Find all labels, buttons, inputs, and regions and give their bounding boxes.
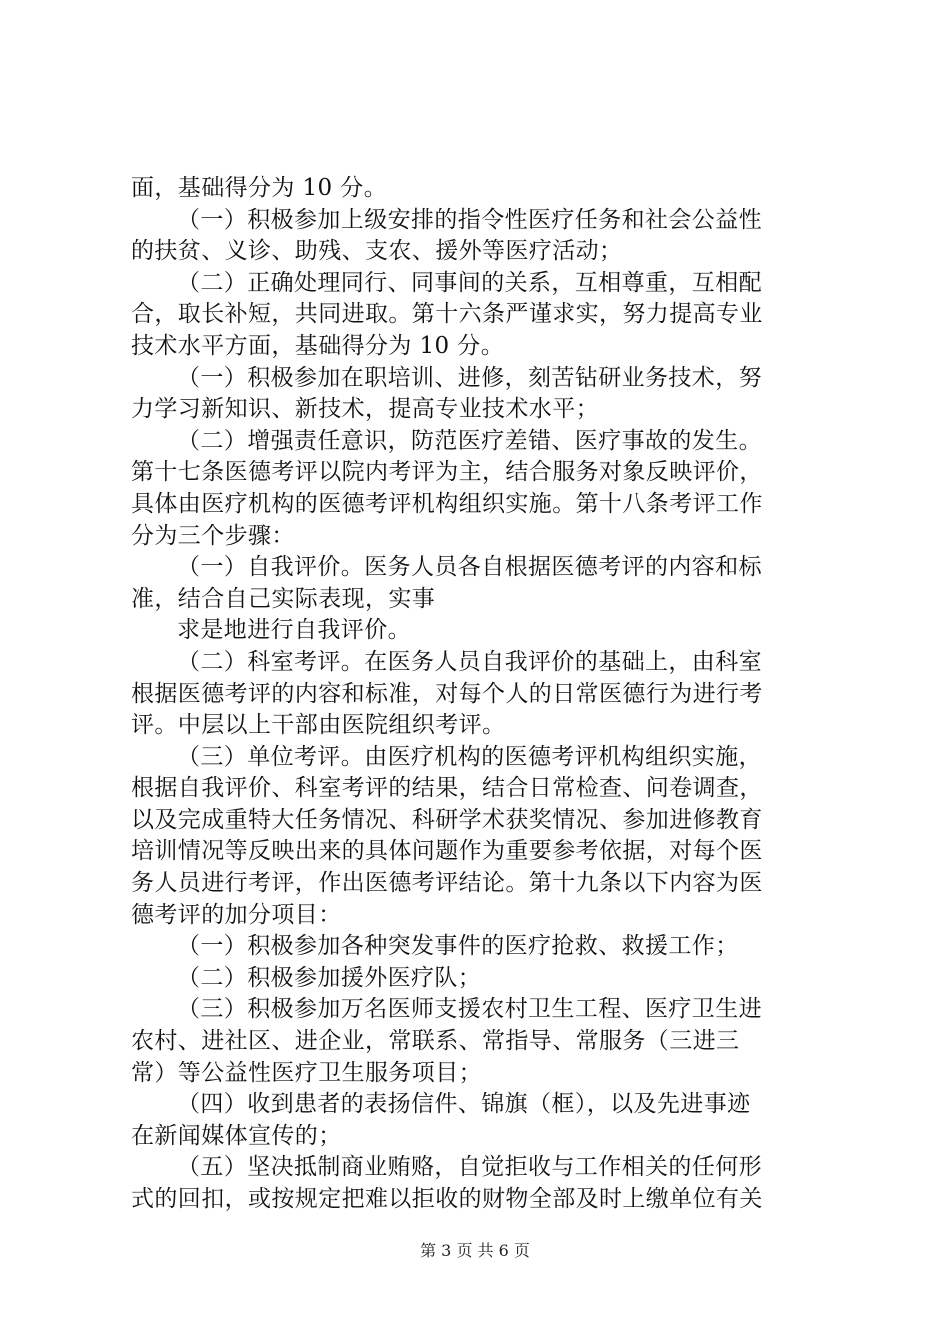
text-line: 面，基础得分为 10 分。 [131,175,388,201]
text-line: 根据自我评价、科室考评的结果，结合日常检查、问卷调查， [131,775,763,802]
text-line: （三）积极参加万名医师支援农村卫生工程、医疗卫生进 [177,996,762,1023]
text-line: 分为三个步骤： [131,522,295,549]
text-line: （一）积极参加在职培训、进修，刻苦钻研业务技术，努 [177,364,762,391]
document-body [131,173,831,1216]
text-line: 第十七条医德考评以院内考评为主，结合服务对象反映评价， [131,459,763,486]
text-line: （四）收到患者的表扬信件、锦旗（框），以及先进事迹 [177,1091,751,1118]
text-line: （一）积极参加各种突发事件的医疗抢救、救援工作； [177,933,739,960]
text-line: 力学习新知识、新技术，提高专业技术水平； [131,396,599,423]
text-line: （二）科室考评。在医务人员自我评价的基础上，由科室 [177,648,762,675]
text-line: 常）等公益性医疗卫生服务项目； [131,1059,482,1086]
text-line: 在新闻媒体宣传的； [131,1122,342,1149]
page-number-footer: 第 3 页 共 6 页 [420,1241,530,1260]
text-line: （二）增强责任意识，防范医疗差错、医疗事故的发生。 [177,427,762,454]
text-line: 以及完成重特大任务情况、科研学术获奖情况、参加进修教育 [131,806,763,833]
text-line: 准，结合自己实际表现，实事 [131,585,436,612]
text-line: 的扶贫、义诊、助残、支农、援外等医疗活动； [131,238,623,265]
text-line: 根据医德考评的内容和标准，对每个人的日常医德行为进行考 [131,680,763,707]
text-line: 合，取长补短，共同进取。第十六条严谨求实，努力提高专业 [131,301,763,328]
text-line: （一）自我评价。医务人员各自根据医德考评的内容和标 [177,554,762,581]
text-line: （五）坚决抵制商业贿赂，自觉拒收与工作相关的任何形 [177,1154,762,1181]
text-line: 德考评的加分项目： [131,901,342,928]
text-line: 求是地进行自我评价。 [177,617,411,644]
text-line: 技术水平方面，基础得分为 10 分。 [131,332,505,359]
text-line: 务人员进行考评，作出医德考评结论。第十九条以下内容为医 [131,870,763,897]
text-line: （二）积极参加援外医疗队； [177,964,482,991]
text-line: 培训情况等反映出来的具体问题作为重要参考依据，对每个医 [131,838,763,865]
text-line: 评。中层以上干部由医院组织考评。 [131,712,506,739]
text-line: 式的回扣，或按规定把难以拒收的财物全部及时上缴单位有关 [131,1186,763,1212]
text-line: 农村、进社区、进企业，常联系、常指导、常服务（三进三 [131,1028,740,1055]
text-line: 具体由医疗机构的医德考评机构组织实施。第十八条考评工作 [131,490,763,517]
text-line: （三）单位考评。由医疗机构的医德考评机构组织实施， [177,743,762,770]
text-line: （一）积极参加上级安排的指令性医疗任务和社会公益性 [177,206,762,233]
text-line: （二）正确处理同行、同事间的关系，互相尊重，互相配 [177,269,762,296]
